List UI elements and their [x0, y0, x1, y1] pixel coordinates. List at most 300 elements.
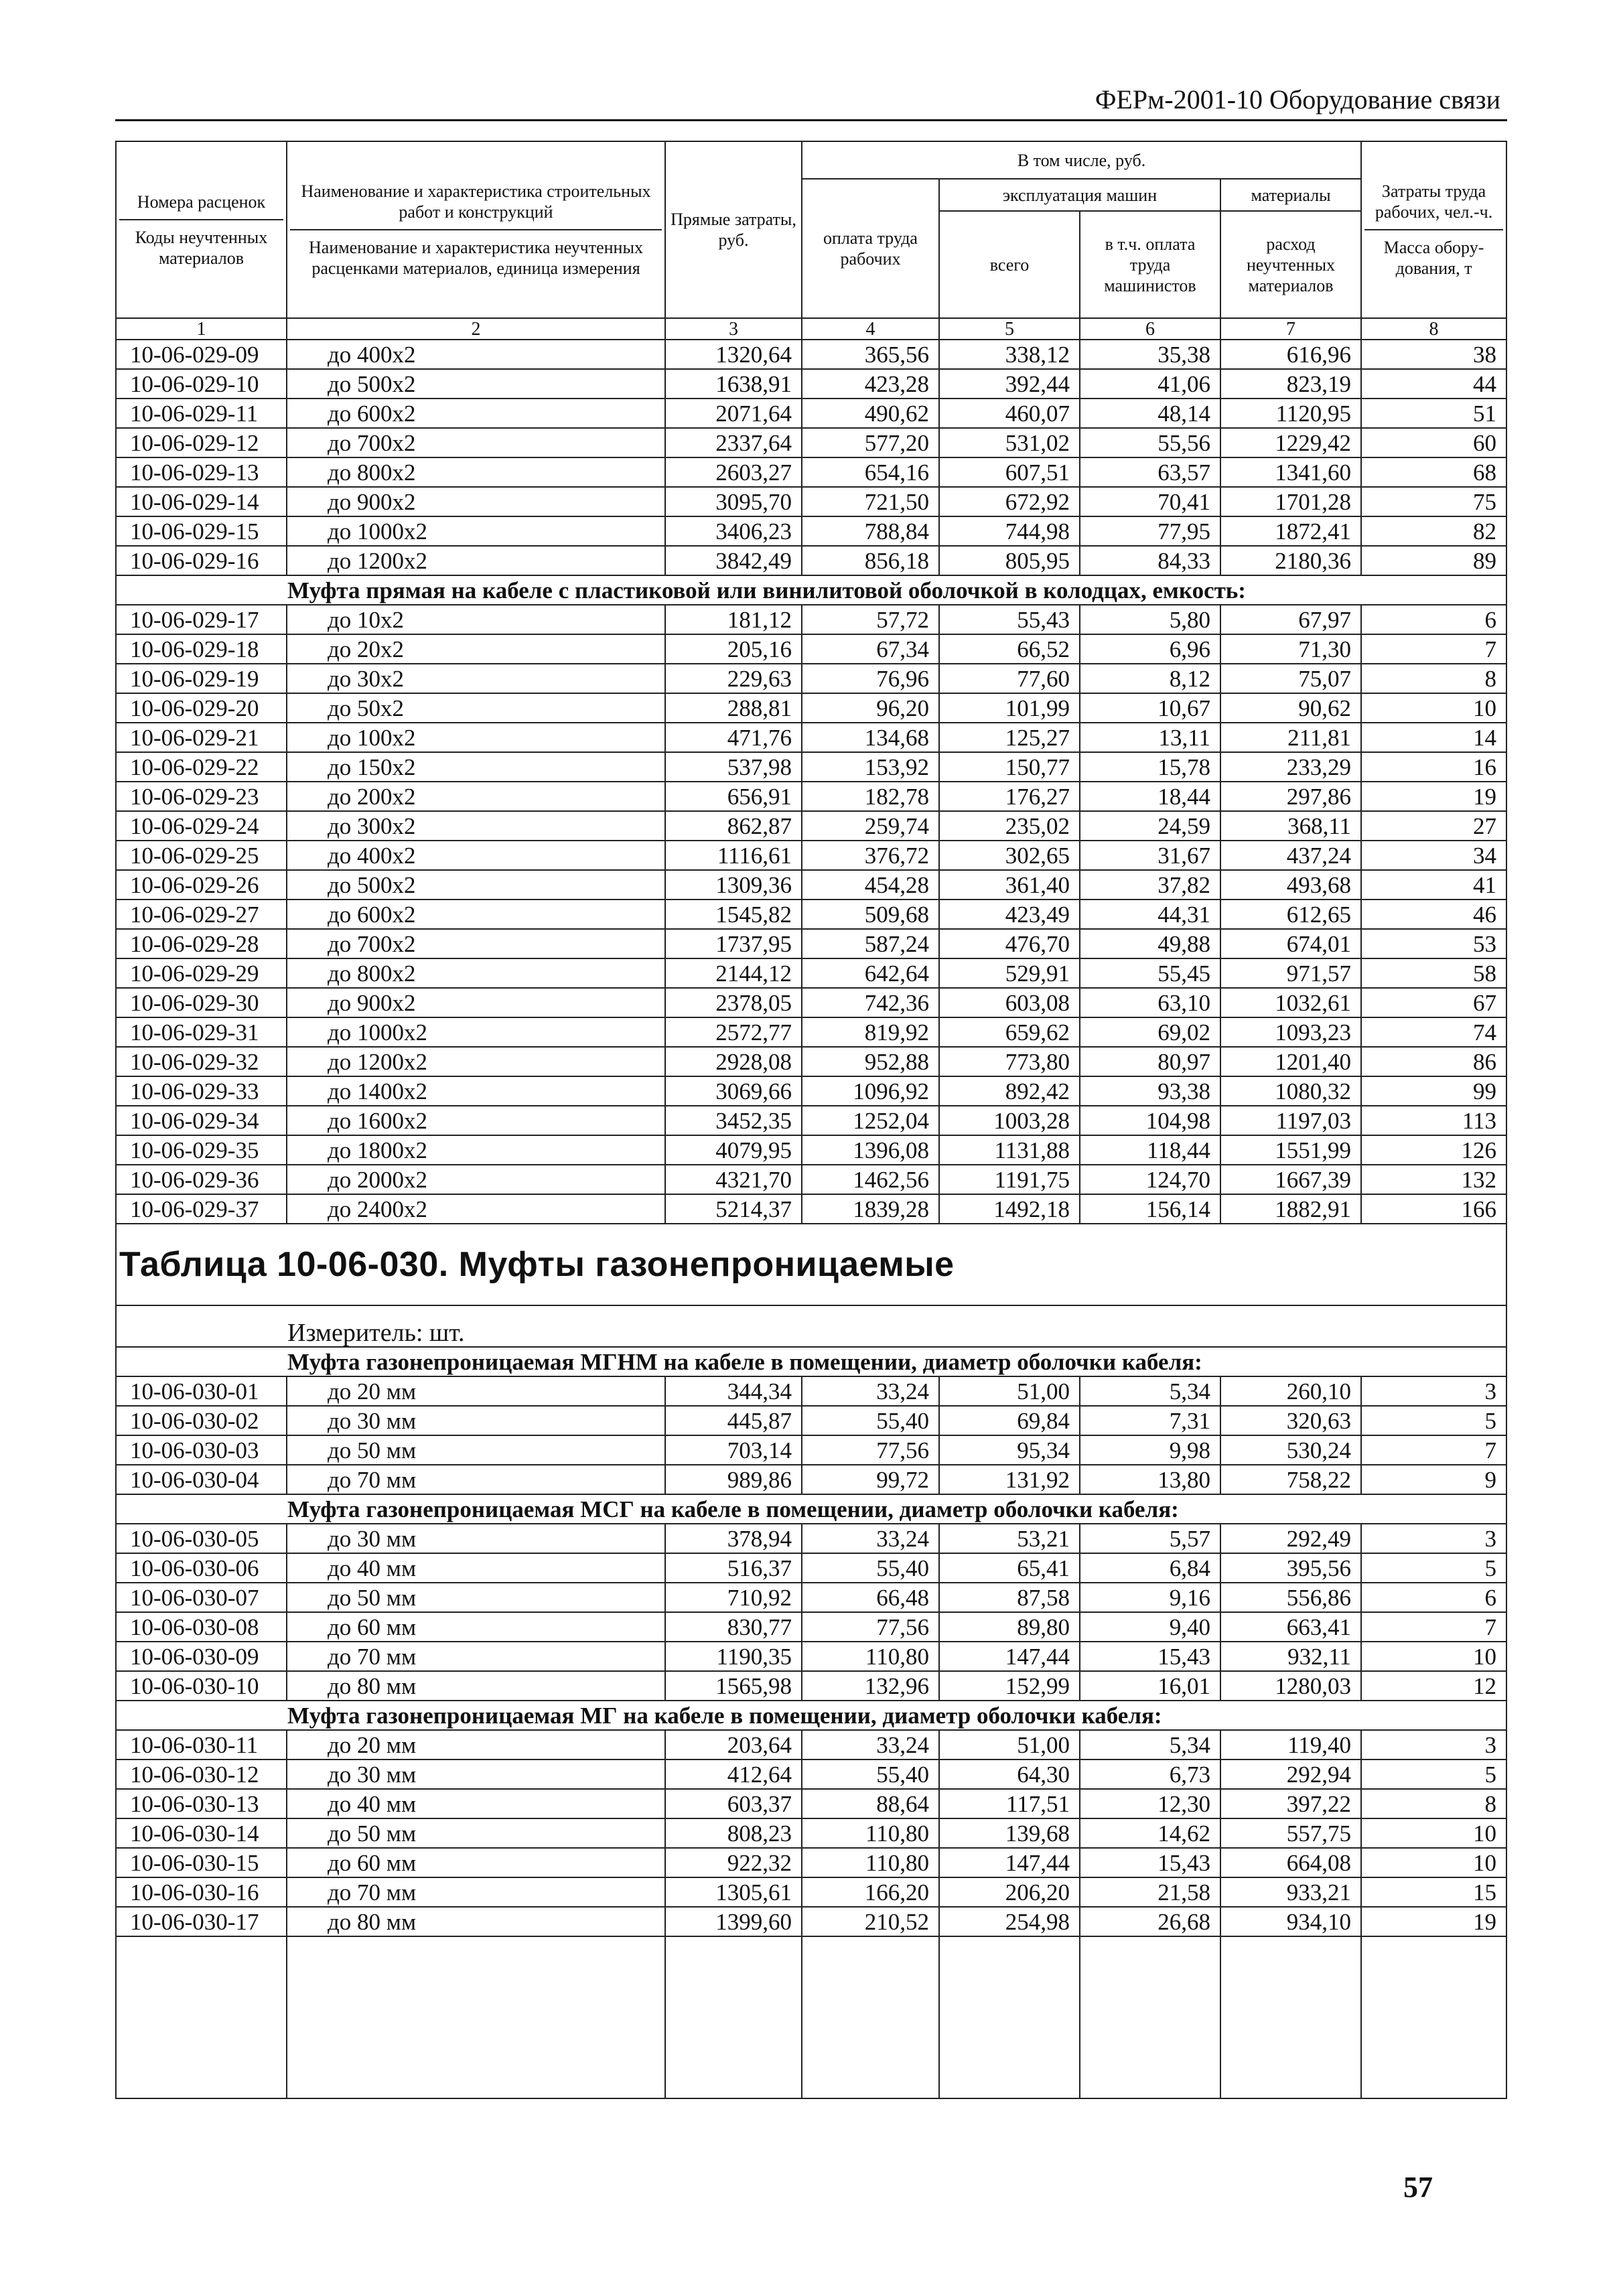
cell-c8: 68 [1361, 457, 1506, 487]
empty-cell [1080, 1936, 1220, 2098]
cell-c4: 110,80 [802, 1642, 939, 1671]
cell-c8: 10 [1361, 1642, 1506, 1671]
table-row [116, 1135, 1506, 1165]
empty-cell [1361, 1936, 1506, 2098]
cell-c4: 153,92 [802, 752, 939, 782]
column-number: 2 [287, 318, 665, 340]
cell-c5: 392,44 [939, 369, 1080, 399]
cell-c3: 1399,60 [665, 1907, 802, 1936]
cell-c3: 3452,35 [665, 1106, 802, 1135]
cell-c7: 292,94 [1220, 1760, 1361, 1789]
cell-c4: 182,78 [802, 782, 939, 811]
cell-c5: 125,27 [939, 723, 1080, 752]
cell-c7: 211,81 [1220, 723, 1361, 752]
cell-c7: 297,86 [1220, 782, 1361, 811]
cell-c4: 365,56 [802, 340, 939, 369]
cell-c3: 1320,64 [665, 340, 802, 369]
cell-code: 10-06-029-35 [116, 1135, 287, 1165]
cell-name: до 400х2 [287, 841, 665, 870]
cell-c8: 89 [1361, 546, 1506, 575]
cell-c4: 99,72 [802, 1465, 939, 1494]
cell-c6: 13,80 [1080, 1465, 1220, 1494]
cell-c5: 131,92 [939, 1465, 1080, 1494]
cell-c8: 126 [1361, 1135, 1506, 1165]
cell-c4: 509,68 [802, 900, 939, 929]
cell-c7: 397,22 [1220, 1789, 1361, 1818]
cell-c6: 70,41 [1080, 487, 1220, 516]
table-row [116, 546, 1506, 575]
cell-name: до 30х2 [287, 664, 665, 693]
column-number: 1 [116, 318, 287, 340]
table-row [116, 1671, 1506, 1701]
section-row [116, 1701, 1506, 1730]
column-number: 8 [1361, 318, 1506, 340]
cell-c5: 152,99 [939, 1671, 1080, 1701]
head-col1 [116, 141, 287, 318]
table-row [116, 1848, 1506, 1877]
cell-name: до 20х2 [287, 634, 665, 664]
cell-c7: 292,49 [1220, 1524, 1361, 1553]
table-head-row-1 [116, 141, 1506, 179]
empty-cell [287, 1936, 665, 2098]
empty-cell [665, 1936, 802, 2098]
cell-c3: 229,63 [665, 664, 802, 693]
cell-name: до 800х2 [287, 958, 665, 988]
table-row [116, 1818, 1506, 1848]
section-row [116, 1494, 1506, 1524]
cell-c6: 5,57 [1080, 1524, 1220, 1553]
cell-name: до 1600х2 [287, 1106, 665, 1135]
cell-c5: 55,43 [939, 605, 1080, 634]
table-row [116, 1583, 1506, 1612]
cell-c3: 3069,66 [665, 1076, 802, 1106]
cell-c6: 77,95 [1080, 516, 1220, 546]
cell-c8: 15 [1361, 1877, 1506, 1907]
cell-name: до 300х2 [287, 811, 665, 841]
table-row [116, 870, 1506, 900]
table-row [116, 664, 1506, 693]
cell-c3: 989,86 [665, 1465, 802, 1494]
cell-c3: 3406,23 [665, 516, 802, 546]
table-row [116, 1165, 1506, 1194]
cell-code: 10-06-030-12 [116, 1760, 287, 1789]
cell-code: 10-06-029-31 [116, 1017, 287, 1047]
cell-code: 10-06-029-34 [116, 1106, 287, 1135]
cell-c4: 952,88 [802, 1047, 939, 1076]
head-col1-top: Номера расценок [137, 192, 266, 212]
cell-c7: 758,22 [1220, 1465, 1361, 1494]
table-row [116, 1017, 1506, 1047]
cell-c5: 51,00 [939, 1730, 1080, 1760]
cell-name: до 900х2 [287, 988, 665, 1017]
cell-c7: 557,75 [1220, 1818, 1361, 1848]
head-col5: всего [939, 211, 1080, 318]
page-number: 57 [1403, 2171, 1433, 2204]
cell-c6: 63,57 [1080, 457, 1220, 487]
cell-c5: 1492,18 [939, 1194, 1080, 1224]
cell-name: до 100х2 [287, 723, 665, 752]
table-row [116, 841, 1506, 870]
section-heading: Муфта газонепроницаемая МГ на кабеле в помещении, диаметр оболочки кабеля: [116, 1701, 1506, 1730]
cell-c5: 65,41 [939, 1553, 1080, 1583]
table-row [116, 723, 1506, 752]
cell-c5: 77,60 [939, 664, 1080, 693]
cell-c7: 1872,41 [1220, 516, 1361, 546]
cell-c3: 2144,12 [665, 958, 802, 988]
cell-c4: 742,36 [802, 988, 939, 1017]
cell-c4: 490,62 [802, 399, 939, 428]
cell-name: до 40 мм [287, 1789, 665, 1818]
cell-c3: 288,81 [665, 693, 802, 723]
cell-c4: 642,64 [802, 958, 939, 988]
cell-c8: 82 [1361, 516, 1506, 546]
section-heading: Муфта газонепроницаемая МСГ на кабеле в помещении, диаметр оболочки кабеля: [116, 1494, 1506, 1524]
cell-name: до 50 мм [287, 1435, 665, 1465]
cell-code: 10-06-030-03 [116, 1435, 287, 1465]
cell-c7: 75,07 [1220, 664, 1361, 693]
column-number: 4 [802, 318, 939, 340]
table-row [116, 693, 1506, 723]
cell-c5: 87,58 [939, 1583, 1080, 1612]
cell-name: до 50 мм [287, 1583, 665, 1612]
cell-c7: 664,08 [1220, 1848, 1361, 1877]
table-row [116, 1465, 1506, 1494]
cell-c8: 10 [1361, 1818, 1506, 1848]
cell-c6: 18,44 [1080, 782, 1220, 811]
cell-c8: 16 [1361, 752, 1506, 782]
cell-c5: 361,40 [939, 870, 1080, 900]
cell-c5: 773,80 [939, 1047, 1080, 1076]
cell-code: 10-06-029-33 [116, 1076, 287, 1106]
table-row [116, 752, 1506, 782]
table-row [116, 340, 1506, 369]
cell-c3: 808,23 [665, 1818, 802, 1848]
cell-c3: 378,94 [665, 1524, 802, 1553]
cell-c7: 933,21 [1220, 1877, 1361, 1907]
cell-c3: 1638,91 [665, 369, 802, 399]
cell-c4: 132,96 [802, 1671, 939, 1701]
cell-code: 10-06-029-22 [116, 752, 287, 782]
cell-c3: 1565,98 [665, 1671, 802, 1701]
cell-c8: 8 [1361, 1789, 1506, 1818]
cell-code: 10-06-029-24 [116, 811, 287, 841]
head-machines: эксплуатация машин [939, 179, 1220, 211]
cell-c3: 2603,27 [665, 457, 802, 487]
cell-c6: 31,67 [1080, 841, 1220, 870]
cell-c4: 66,48 [802, 1583, 939, 1612]
section-heading: Муфта газонепроницаемая МГНМ на кабеле в помещении, диаметр оболочки кабеля: [116, 1347, 1506, 1376]
page-header-title: ФЕРм-2001-10 Оборудование связи [1095, 84, 1500, 115]
cell-c5: 302,65 [939, 841, 1080, 870]
cell-name: до 700х2 [287, 428, 665, 457]
cell-c8: 67 [1361, 988, 1506, 1017]
table-row [116, 369, 1506, 399]
cell-code: 10-06-030-17 [116, 1907, 287, 1936]
cell-name: до 1000х2 [287, 1017, 665, 1047]
cell-c6: 9,98 [1080, 1435, 1220, 1465]
cell-c6: 7,31 [1080, 1406, 1220, 1435]
cell-c6: 14,62 [1080, 1818, 1220, 1848]
table-row [116, 1435, 1506, 1465]
cell-code: 10-06-029-13 [116, 457, 287, 487]
cell-code: 10-06-029-20 [116, 693, 287, 723]
table-row [116, 1642, 1506, 1671]
cell-c4: 57,72 [802, 605, 939, 634]
cell-c4: 423,28 [802, 369, 939, 399]
cell-c7: 663,41 [1220, 1612, 1361, 1642]
table-row [116, 811, 1506, 841]
cell-name: до 10х2 [287, 605, 665, 634]
cell-name: до 700х2 [287, 929, 665, 958]
table-row [116, 457, 1506, 487]
cell-c7: 493,68 [1220, 870, 1361, 900]
cell-c5: 529,91 [939, 958, 1080, 988]
cell-c5: 101,99 [939, 693, 1080, 723]
table-row [116, 1076, 1506, 1106]
cell-name: до 60 мм [287, 1612, 665, 1642]
empty-cell [939, 1936, 1080, 2098]
table-row [116, 782, 1506, 811]
cell-code: 10-06-029-18 [116, 634, 287, 664]
cell-c3: 1190,35 [665, 1642, 802, 1671]
cell-name: до 70 мм [287, 1877, 665, 1907]
cell-c8: 132 [1361, 1165, 1506, 1194]
cell-c7: 1551,99 [1220, 1135, 1361, 1165]
cell-c6: 15,43 [1080, 1848, 1220, 1877]
cell-c6: 80,97 [1080, 1047, 1220, 1076]
cell-c6: 24,59 [1080, 811, 1220, 841]
cell-c7: 612,65 [1220, 900, 1361, 929]
head-col8-top: Затраты труда рабочих, чел.-ч. [1375, 182, 1493, 222]
cell-c8: 12 [1361, 1671, 1506, 1701]
cell-c8: 86 [1361, 1047, 1506, 1076]
cell-c4: 1462,56 [802, 1165, 939, 1194]
cell-c3: 412,64 [665, 1760, 802, 1789]
cell-c4: 55,40 [802, 1406, 939, 1435]
cell-c5: 1131,88 [939, 1135, 1080, 1165]
cell-name: до 2000х2 [287, 1165, 665, 1194]
table-row [116, 1047, 1506, 1076]
cell-c8: 7 [1361, 1612, 1506, 1642]
cell-c7: 1201,40 [1220, 1047, 1361, 1076]
cell-c5: 659,62 [939, 1017, 1080, 1047]
cell-c7: 1197,03 [1220, 1106, 1361, 1135]
cell-c6: 8,12 [1080, 664, 1220, 693]
cell-c4: 33,24 [802, 1730, 939, 1760]
empty-filler-row [116, 1936, 1506, 2098]
cell-c4: 77,56 [802, 1612, 939, 1642]
cell-c5: 117,51 [939, 1789, 1080, 1818]
cell-code: 10-06-029-23 [116, 782, 287, 811]
cell-c3: 830,77 [665, 1612, 802, 1642]
cell-code: 10-06-030-10 [116, 1671, 287, 1701]
cell-c7: 260,10 [1220, 1376, 1361, 1406]
cell-c3: 3095,70 [665, 487, 802, 516]
cell-c8: 34 [1361, 841, 1506, 870]
cell-c3: 1545,82 [665, 900, 802, 929]
table-row [116, 1106, 1506, 1135]
cell-c7: 1093,23 [1220, 1017, 1361, 1047]
cell-c4: 55,40 [802, 1760, 939, 1789]
cell-name: до 800х2 [287, 457, 665, 487]
cell-code: 10-06-029-26 [116, 870, 287, 900]
cell-c5: 53,21 [939, 1524, 1080, 1553]
cell-code: 10-06-030-07 [116, 1583, 287, 1612]
head-col1-bottom: Коды неучтенных материалов [135, 227, 268, 268]
cell-name: до 600х2 [287, 399, 665, 428]
head-col3: Прямые затраты, руб. [665, 141, 802, 318]
cell-code: 10-06-029-36 [116, 1165, 287, 1194]
cell-c6: 10,67 [1080, 693, 1220, 723]
cell-code: 10-06-029-27 [116, 900, 287, 929]
cell-c4: 1396,08 [802, 1135, 939, 1165]
cell-c3: 4321,70 [665, 1165, 802, 1194]
cell-c3: 205,16 [665, 634, 802, 664]
table-row [116, 1730, 1506, 1760]
table-row [116, 428, 1506, 457]
cell-code: 10-06-029-09 [116, 340, 287, 369]
cell-c4: 67,34 [802, 634, 939, 664]
cell-name: до 70 мм [287, 1642, 665, 1671]
cell-c8: 60 [1361, 428, 1506, 457]
cell-c8: 27 [1361, 811, 1506, 841]
cell-code: 10-06-030-16 [116, 1877, 287, 1907]
cell-name: до 80 мм [287, 1671, 665, 1701]
cell-c3: 2572,77 [665, 1017, 802, 1047]
cell-name: до 2400х2 [287, 1194, 665, 1224]
cell-name: до 30 мм [287, 1406, 665, 1435]
cell-c4: 788,84 [802, 516, 939, 546]
table-row [116, 1877, 1506, 1907]
cell-c7: 67,97 [1220, 605, 1361, 634]
cell-c5: 51,00 [939, 1376, 1080, 1406]
cell-c6: 48,14 [1080, 399, 1220, 428]
cell-c6: 63,10 [1080, 988, 1220, 1017]
cell-c5: 95,34 [939, 1435, 1080, 1465]
table-row [116, 1194, 1506, 1224]
cell-c4: 88,64 [802, 1789, 939, 1818]
cell-c6: 21,58 [1080, 1877, 1220, 1907]
table-row [116, 487, 1506, 516]
cell-c3: 2071,64 [665, 399, 802, 428]
cell-code: 10-06-029-28 [116, 929, 287, 958]
cell-c7: 395,56 [1220, 1553, 1361, 1583]
cell-name: до 1200х2 [287, 1047, 665, 1076]
cell-c3: 471,76 [665, 723, 802, 752]
cell-c7: 119,40 [1220, 1730, 1361, 1760]
cell-name: до 30 мм [287, 1524, 665, 1553]
column-number: 6 [1080, 318, 1220, 340]
cell-c5: 460,07 [939, 399, 1080, 428]
cell-c5: 744,98 [939, 516, 1080, 546]
cell-c8: 3 [1361, 1730, 1506, 1760]
section-row [116, 575, 1506, 605]
cell-name: до 600х2 [287, 900, 665, 929]
cell-name: до 50х2 [287, 693, 665, 723]
cell-c4: 134,68 [802, 723, 939, 752]
table-row [116, 634, 1506, 664]
cell-c4: 856,18 [802, 546, 939, 575]
cell-c6: 9,16 [1080, 1583, 1220, 1612]
cell-c3: 2928,08 [665, 1047, 802, 1076]
cell-code: 10-06-029-12 [116, 428, 287, 457]
cell-c5: 476,70 [939, 929, 1080, 958]
cell-name: до 30 мм [287, 1760, 665, 1789]
cell-c5: 176,27 [939, 782, 1080, 811]
cell-c7: 530,24 [1220, 1435, 1361, 1465]
cell-c5: 423,49 [939, 900, 1080, 929]
cell-c6: 6,84 [1080, 1553, 1220, 1583]
cell-c3: 516,37 [665, 1553, 802, 1583]
cell-c3: 2337,64 [665, 428, 802, 457]
cell-code: 10-06-030-13 [116, 1789, 287, 1818]
empty-cell [1220, 1936, 1361, 2098]
cell-c7: 2180,36 [1220, 546, 1361, 575]
cell-c5: 1191,75 [939, 1165, 1080, 1194]
cell-c6: 16,01 [1080, 1671, 1220, 1701]
cell-c6: 35,38 [1080, 340, 1220, 369]
cell-code: 10-06-030-11 [116, 1730, 287, 1760]
cell-c8: 51 [1361, 399, 1506, 428]
cell-c5: 607,51 [939, 457, 1080, 487]
cell-code: 10-06-029-32 [116, 1047, 287, 1076]
section-heading: Муфта прямая на кабеле с пластиковой или винилитовой оболочкой в колодцах, емкость: [116, 575, 1506, 605]
section-row [116, 1347, 1506, 1376]
cell-c8: 38 [1361, 340, 1506, 369]
table-row [116, 605, 1506, 634]
cell-c6: 49,88 [1080, 929, 1220, 958]
cell-c8: 7 [1361, 1435, 1506, 1465]
cell-name: до 50 мм [287, 1818, 665, 1848]
cell-c4: 587,24 [802, 929, 939, 958]
cell-c8: 41 [1361, 870, 1506, 900]
table-row [116, 1760, 1506, 1789]
empty-cell [802, 1936, 939, 2098]
cell-c4: 259,74 [802, 811, 939, 841]
table-row [116, 1406, 1506, 1435]
cell-c4: 33,24 [802, 1376, 939, 1406]
cell-c3: 1309,36 [665, 870, 802, 900]
cell-c5: 147,44 [939, 1642, 1080, 1671]
cell-c6: 5,34 [1080, 1730, 1220, 1760]
cell-name: до 1400х2 [287, 1076, 665, 1106]
table-row [116, 1789, 1506, 1818]
cell-c6: 41,06 [1080, 369, 1220, 399]
cell-c4: 1096,92 [802, 1076, 939, 1106]
cell-c3: 181,12 [665, 605, 802, 634]
cell-c5: 672,92 [939, 487, 1080, 516]
cell-c8: 3 [1361, 1376, 1506, 1406]
cell-c7: 368,11 [1220, 811, 1361, 841]
head-col7: расход неучтенных материалов [1220, 211, 1361, 318]
cell-code: 10-06-029-10 [116, 369, 287, 399]
cell-c4: 654,16 [802, 457, 939, 487]
cell-c8: 10 [1361, 1848, 1506, 1877]
cell-c7: 556,86 [1220, 1583, 1361, 1612]
cell-code: 10-06-029-11 [116, 399, 287, 428]
head-materials: материалы [1220, 179, 1361, 211]
cell-c8: 99 [1361, 1076, 1506, 1106]
cell-code: 10-06-029-15 [116, 516, 287, 546]
cell-code: 10-06-029-29 [116, 958, 287, 988]
cell-c8: 46 [1361, 900, 1506, 929]
cell-c6: 156,14 [1080, 1194, 1220, 1224]
cell-c8: 14 [1361, 723, 1506, 752]
head-col6: в т.ч. оплата труда машинистов [1080, 211, 1220, 318]
cell-c7: 934,10 [1220, 1907, 1361, 1936]
table-row [116, 958, 1506, 988]
cell-c5: 150,77 [939, 752, 1080, 782]
